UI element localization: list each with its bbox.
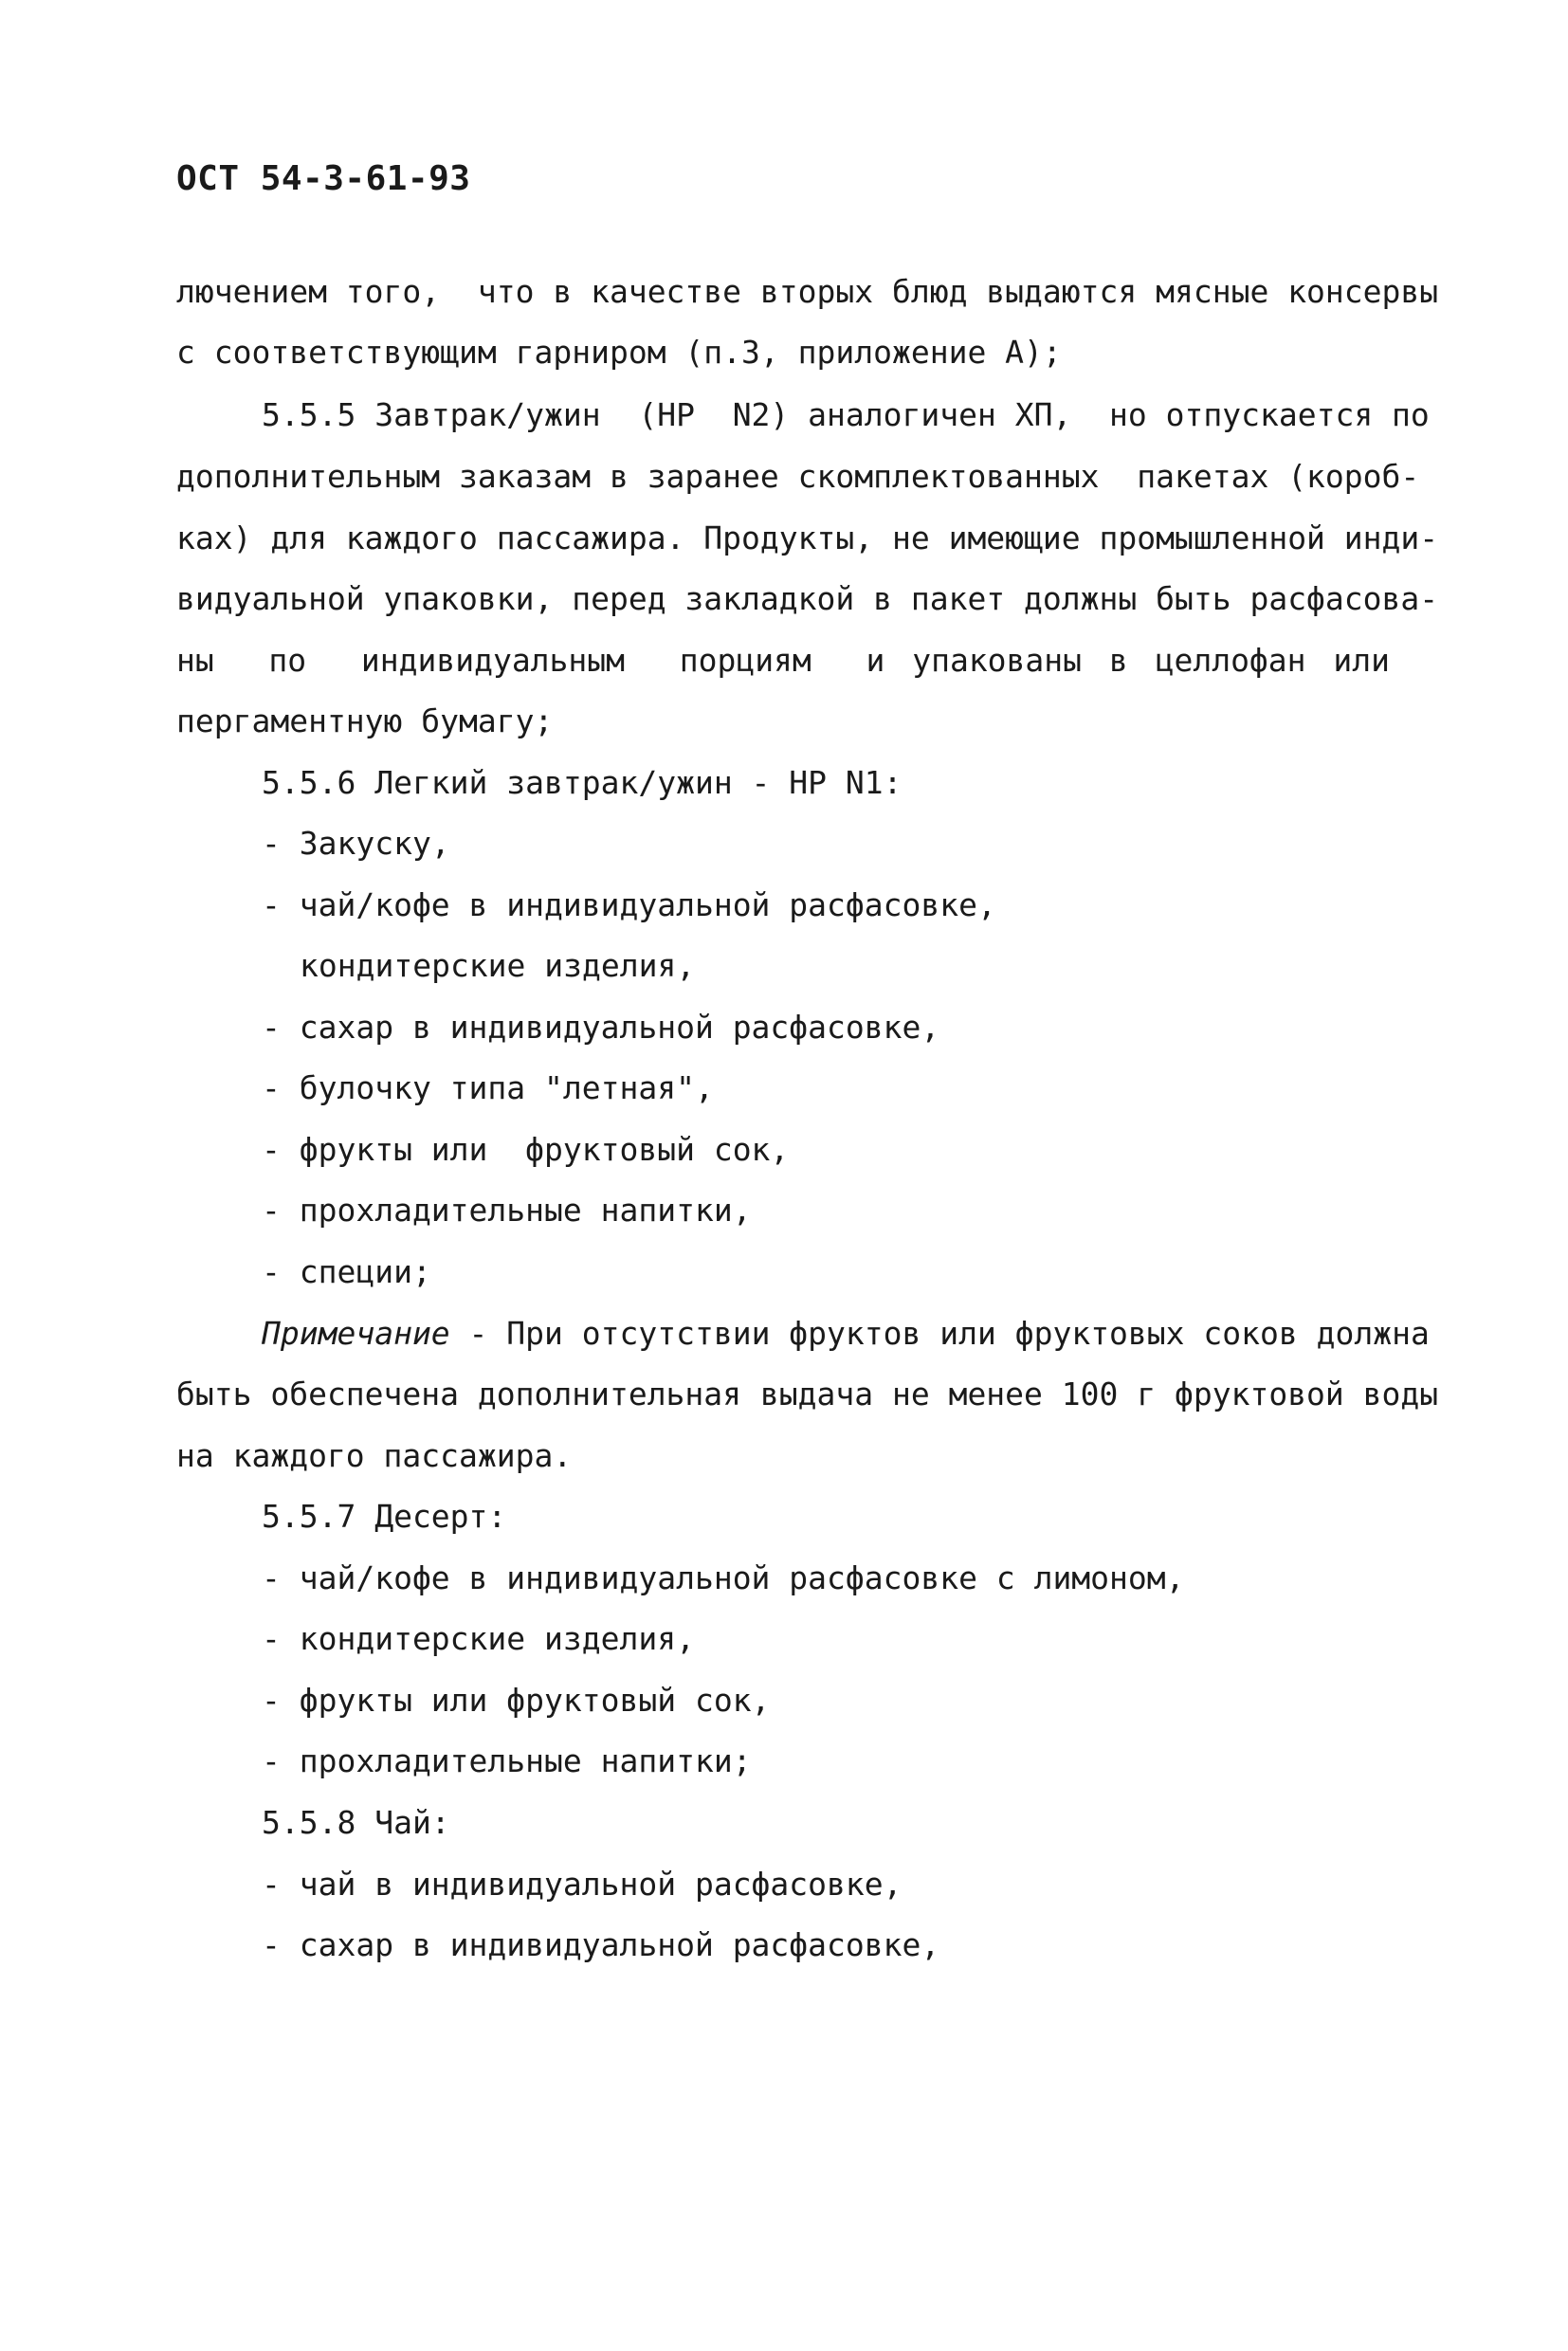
list-item: - Закуску, [262, 825, 450, 862]
paragraph-line: с соответствующим гарниром (п.3, приложение А); [176, 334, 1062, 371]
list-item: кондитерские изделия, [300, 947, 696, 984]
list-item: - сахар в индивидуальной расфасовке, [262, 1009, 940, 1046]
list-item: - специи; [262, 1253, 431, 1290]
clause-5-5-8-title: 5.5.8 Чай: [262, 1804, 450, 1841]
note-text: - При отсутствии фруктов или фруктовых соков должна [449, 1315, 1430, 1352]
list-item: - чай в индивидуальной расфасовке, [262, 1866, 903, 1903]
list-item: - чай/кофе в индивидуальной расфасовке с лимоном, [262, 1559, 1185, 1596]
paragraph-line: дополнительным заказам в заранее скомплектованных пакетах (короб- [176, 458, 1420, 495]
clause-5-5-6-title: 5.5.6 Легкий завтрак/ужин - НР N1: [262, 764, 903, 801]
paragraph-line: пергаментную бумагу; [176, 702, 554, 739]
list-item: - фрукты или фруктовый сок, [262, 1682, 771, 1719]
clause-5-5-7-title: 5.5.7 Десерт: [262, 1498, 507, 1535]
note-label: Примечание [262, 1315, 450, 1352]
note-line [262, 1315, 1430, 1352]
document-code-header: ОСТ 54-3-61-93 [176, 159, 471, 198]
paragraph-line: ны по индивидуальным порциям и упакованы в целлофан или [176, 642, 1390, 679]
paragraph-line: быть обеспечена дополнительная выдача не менее 100 г фруктовой воды [176, 1376, 1439, 1412]
list-item: - кондитерские изделия, [262, 1620, 695, 1657]
list-item: - фрукты или фруктовый сок, [262, 1131, 790, 1168]
list-item: - сахар в индивидуальной расфасовке, [262, 1926, 940, 1963]
paragraph-line: лючением того, что в качестве вторых блюд выдаются мясные консервы [176, 273, 1439, 310]
list-item: - чай/кофе в индивидуальной расфасовке, [262, 886, 996, 923]
paragraph-line: на каждого пассажира. [176, 1437, 573, 1474]
clause-5-5-5-title: 5.5.5 Завтрак/ужин (НР N2) аналогичен ХП, но отпускается по [262, 396, 1430, 433]
paragraph-line: ках) для каждого пассажира. Продукты, не имеющие промышленной инди- [176, 519, 1439, 556]
list-item: - прохладительные напитки, [262, 1192, 752, 1229]
paragraph-line: видуальной упаковки, перед закладкой в пакет должны быть расфасова- [176, 580, 1439, 617]
list-item: - прохладительные напитки; [262, 1742, 752, 1779]
list-item: - булочку типа "летная", [262, 1069, 714, 1106]
